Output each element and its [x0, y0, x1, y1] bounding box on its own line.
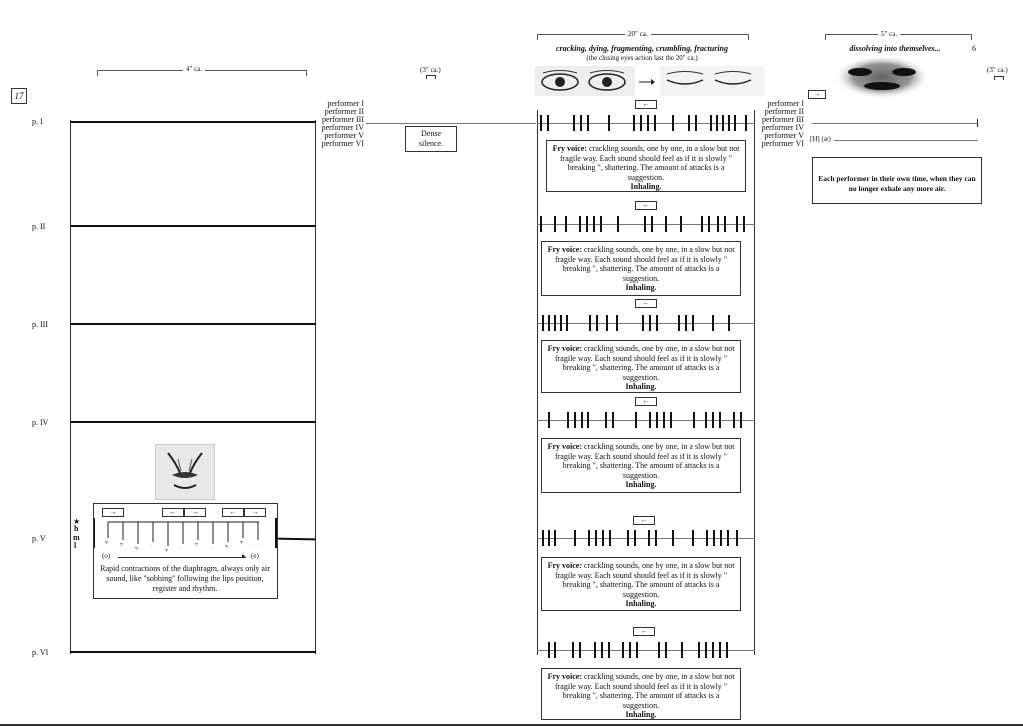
silence-text: Dense silence. [418, 129, 444, 148]
register-star-icon: ★ [73, 517, 81, 526]
staff-label-4: p. IV [32, 418, 49, 427]
attack-ticks-3 [538, 315, 748, 331]
fry-end-2: Inhaling. [625, 283, 657, 292]
section-d-line-1 [812, 123, 978, 124]
vowel-end: (e) [251, 552, 259, 560]
section-c-subtitle: (the closing eyes action last the 20" ca.) [586, 54, 698, 62]
notation-arrow-left-2: ← [222, 508, 244, 517]
section-d-note-box [812, 157, 982, 204]
fry-body-5: crackling sounds, one by one, in a slow but not fragile way. Each sound should feel as if it is slowly " breaking ", shattering. The amount of attacks is a suggestion. [554, 561, 735, 599]
performer-b-5: performer V [324, 131, 364, 140]
register-m: m [73, 533, 80, 542]
direction-arrow-1: ← [635, 100, 657, 109]
silence-box [405, 126, 457, 152]
staff-line-6a [70, 651, 316, 653]
svg-text:▿: ▿ [240, 540, 244, 546]
performer-d-2: performer II [764, 107, 804, 116]
fry-body-1: crackling sounds, one by one, in a slow but not fragile way. Each sound should feel as if it is slowly " breaking ", shattering. The amount of attacks is a suggestion. [559, 144, 740, 182]
svg-text:▿: ▿ [225, 544, 229, 550]
svg-text:·: · [180, 546, 182, 552]
section-c-title: cracking, dying, fragmenting, crumbling, fracturing [555, 44, 729, 53]
fry-body-4: crackling sounds, one by one, in a slow but not fragile way. Each sound should feel as if it is slowly " breaking ", shattering. The amount of attacks is a suggestion. [554, 442, 735, 480]
register-l: l [74, 541, 77, 550]
register-h: h [74, 524, 79, 533]
section-d-duration: 5" ca. [878, 30, 900, 38]
fry-body-3: crackling sounds, one by one, in a slow but not fragile way. Each sound should feel as if it is slowly " breaking ", shattering. The amount of attacks is a suggestion. [554, 344, 735, 382]
staff-line-4a [70, 421, 316, 423]
section-a-right-barline [315, 120, 316, 654]
direction-arrow-3: ← [635, 299, 657, 308]
page-index: 6 [972, 44, 976, 53]
staff-line-2a [70, 225, 316, 227]
fry-end-3: Inhaling. [625, 382, 657, 391]
svg-text:▿: ▿ [165, 548, 169, 554]
performer-list-b [318, 100, 364, 148]
svg-text:·: · [210, 546, 212, 552]
fry-end-6: Inhaling. [625, 710, 657, 719]
attack-ticks-1 [538, 115, 748, 131]
performer-list-d [756, 100, 804, 148]
vowel-arrow-head: ▸ [242, 552, 246, 560]
svg-text:·: · [255, 542, 257, 548]
performer-b-6: performer VI [321, 139, 364, 148]
svg-text:▿: ▿ [120, 542, 124, 548]
attack-ticks-2 [538, 216, 748, 232]
attack-ticks-4 [538, 412, 748, 428]
direction-arrow-6: ← [633, 627, 655, 636]
fermata-icon-d [994, 76, 1004, 80]
performer-d-3: performer III [762, 115, 804, 124]
fry-voice-box-3 [541, 340, 741, 393]
attack-ticks-5 [538, 530, 748, 546]
performer-d-4: performer IV [761, 123, 804, 132]
fry-end-5: Inhaling. [625, 599, 657, 608]
staff-label-1: p. I [32, 117, 43, 126]
section-a-left-barline [70, 120, 71, 654]
fry-voice-box-6 [541, 668, 741, 720]
fermata-icon-b [426, 75, 436, 79]
fry-voice-box-2 [541, 241, 741, 296]
vowel-start: (o) [102, 552, 111, 560]
fry-voice-box-1 [546, 140, 746, 192]
section-b-ensemble-line [366, 123, 536, 124]
sobbing-text: Rapid contractions of the diaphragm, always only air sound, like "sobbing" following the lips position, register and rhythm. [100, 564, 270, 593]
performer-d-1: performer I [767, 99, 804, 108]
staff-label-3: p. III [32, 320, 48, 329]
fry-body-6: crackling sounds, one by one, in a slow but not fragile way. Each sound should feel as if it is slowly " breaking ", shattering. The amount of attacks is a suggestion. [554, 672, 735, 710]
sobbing-notation-box [93, 503, 278, 599]
fry-title-2: Fry voice: [547, 245, 582, 254]
fry-title-5: Fry voice: [547, 561, 582, 570]
staff-label-2: p. II [32, 222, 46, 231]
direction-arrow-5: ← [633, 516, 655, 525]
section-d-line-2 [834, 140, 978, 141]
notation-arrow-left-1: ← [162, 508, 184, 517]
attack-ticks-6 [538, 642, 748, 658]
performer-d-5: performer V [764, 131, 804, 140]
staff-line-5a [275, 538, 316, 541]
staff-line-1a [70, 121, 316, 123]
section-c-right-barline [754, 110, 755, 655]
performer-d-6: performer VI [761, 139, 804, 148]
fry-title-4: Fry voice: [547, 442, 582, 451]
notation-arrow-right-2: → [184, 508, 206, 517]
page-number: 17 [14, 91, 24, 101]
svg-text:▿: ▿ [195, 542, 199, 548]
fry-end-1: Inhaling. [630, 182, 662, 191]
page-number-box [11, 88, 27, 104]
svg-text:·: · [150, 544, 152, 550]
dissolving-drawing-icon [832, 54, 932, 100]
staff-line-3a [70, 323, 316, 325]
rhythm-notation [94, 518, 277, 568]
section-a-duration: 4" ca. [183, 65, 205, 73]
section-c-duration: 20" ca. [625, 30, 651, 38]
fry-body-2: crackling sounds, one by one, in a slow but not fragile way. Each sound should feel as if it is slowly " breaking ", shattering. The amount of attacks is a suggestion. [554, 245, 735, 283]
fry-end-4: Inhaling. [625, 480, 657, 489]
performer-b-2: performer II [324, 107, 364, 116]
section-b-duration: (3" ca.) [420, 66, 441, 74]
section-d-end-duration: (3" ca.) [987, 66, 1008, 74]
lips-drawing-icon [155, 444, 215, 500]
eyes-closing-drawing-icon [535, 66, 765, 96]
svg-text:▿: ▿ [105, 540, 109, 546]
fry-title-1: Fry voice: [552, 144, 587, 153]
performer-b-3: performer III [322, 115, 364, 124]
direction-arrow-d: → [808, 90, 826, 99]
notation-arrow-right-1: → [102, 508, 124, 517]
fry-voice-box-5 [541, 557, 741, 611]
performer-b-4: performer IV [321, 123, 364, 132]
svg-text:▿: ▿ [135, 546, 139, 552]
section-d-end-barline [977, 119, 978, 127]
vowel-transition-arrow [118, 557, 246, 558]
notation-arrow-right-3: → [244, 508, 266, 517]
direction-arrow-4: ← [635, 397, 657, 406]
performer-b-1: performer I [327, 99, 364, 108]
fry-title-3: Fry voice: [547, 344, 582, 353]
fry-voice-box-4 [541, 438, 741, 493]
staff-label-5: p. V [32, 534, 46, 543]
section-d-note: Each performer in their own time, when they can no longer exhale any more air. [818, 174, 976, 193]
section-d-title: dissolving into themselves... [849, 44, 941, 53]
staff-label-6: p. VI [32, 648, 49, 657]
performer-mark: [H] (æ) [810, 135, 831, 143]
section-c-left-barline [537, 110, 538, 655]
direction-arrow-2: ← [635, 201, 657, 210]
fry-title-6: Fry voice: [547, 672, 582, 681]
page-bottom-rule [0, 724, 1023, 726]
